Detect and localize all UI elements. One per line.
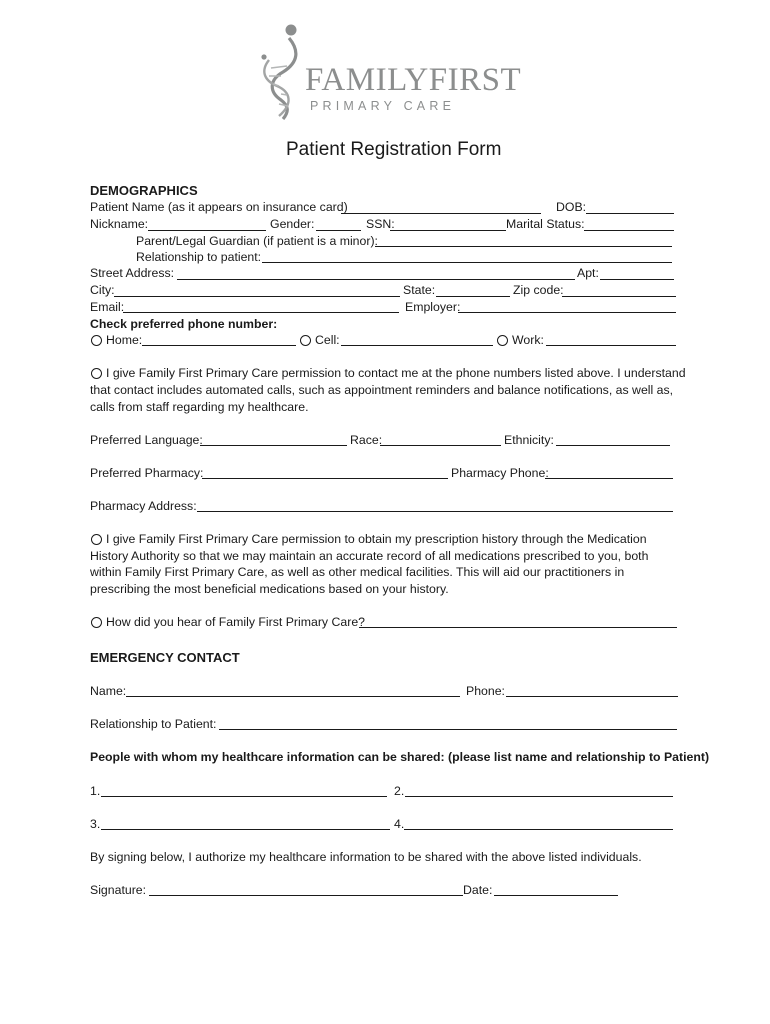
state-label: State: [403, 283, 436, 297]
rx-consent-line-1: I give Family First Primary Care permission to obtain my prescription history through the Medication [106, 532, 647, 546]
rx-history-consent-radio[interactable] [91, 534, 102, 545]
shared-person-2-field[interactable] [405, 796, 673, 797]
zip-field[interactable] [562, 296, 676, 297]
gender-field[interactable] [316, 230, 361, 231]
shared-person-3-field[interactable] [101, 829, 390, 830]
relationship-label: Relationship to patient: [136, 250, 262, 264]
date-field[interactable] [494, 895, 618, 896]
shared-person-2-label: 2. [394, 784, 405, 798]
rx-consent-line-4: prescribing the most beneficial medications based on your history. [90, 582, 449, 596]
patient-name-field[interactable] [341, 213, 541, 214]
nickname-field[interactable] [148, 230, 266, 231]
nickname-label: Nickname: [90, 217, 149, 231]
work-phone-field[interactable] [546, 345, 676, 346]
phone-preference-heading: Check preferred phone number: [90, 317, 278, 331]
race-field[interactable] [380, 445, 501, 446]
email-label: Email: [90, 300, 125, 314]
emergency-phone-label: Phone: [466, 684, 505, 698]
shared-person-1-field[interactable] [101, 796, 387, 797]
form-title: Patient Registration Form [286, 139, 502, 160]
pharmacy-address-label: Pharmacy Address: [90, 499, 197, 513]
gender-label: Gender: [270, 217, 315, 231]
dna-person-logo-icon [255, 20, 305, 120]
contact-consent-line-1: I give Family First Primary Care permission to contact me at the phone numbers listed above. I understand [106, 366, 686, 380]
dob-label: DOB: [556, 200, 587, 214]
state-field[interactable] [436, 296, 510, 297]
ethnicity-field[interactable] [556, 445, 670, 446]
pharmacy-address-field[interactable] [197, 511, 673, 512]
referral-source-field[interactable] [359, 627, 677, 628]
date-label: Date: [463, 883, 493, 897]
street-address-field[interactable] [177, 279, 575, 280]
dob-field[interactable] [586, 213, 674, 214]
shared-person-3-label: 3. [90, 817, 101, 831]
ssn-field[interactable] [390, 230, 506, 231]
city-label: City: [90, 283, 115, 297]
preferred-language-label: Preferred Language: [90, 433, 203, 447]
marital-status-field[interactable] [584, 230, 674, 231]
emergency-name-label: Name: [90, 684, 127, 698]
logo-tagline: PRIMARY CARE [310, 99, 456, 113]
race-label: Race: [350, 433, 383, 447]
apt-field[interactable] [600, 279, 674, 280]
ssn-label: SSN: [366, 217, 395, 231]
home-phone-label: Home: [106, 333, 143, 347]
preferred-pharmacy-field[interactable] [202, 478, 448, 479]
rx-consent-line-2: History Authority so that we may maintain an accurate record of all medications prescribed to you, both [90, 549, 649, 563]
shared-person-4-field[interactable] [404, 829, 673, 830]
referral-source-label: How did you hear of Family First Primary Care? [106, 615, 365, 629]
cell-phone-field[interactable] [341, 345, 493, 346]
employer-label: Employer: [405, 300, 461, 314]
apt-label: Apt: [577, 266, 599, 280]
shared-people-heading: People with whom my healthcare information can be shared: (please list name and relationship to Patient) [90, 750, 710, 764]
work-phone-radio[interactable] [497, 335, 508, 346]
referral-source-radio[interactable] [91, 617, 102, 628]
emergency-name-field[interactable] [126, 696, 460, 697]
rx-consent-line-3: within Family First Primary Care, as well as other medical facilities. This will aid our practitioners in [90, 565, 625, 579]
contact-consent-line-2: that contact includes automated calls, such as appointment reminders and balance notifications, as well as, [90, 383, 674, 397]
employer-field[interactable] [458, 312, 676, 313]
preferred-pharmacy-label: Preferred Pharmacy: [90, 466, 204, 480]
demographics-heading: DEMOGRAPHICS [90, 183, 198, 198]
zip-label: Zip code: [513, 283, 564, 297]
street-address-label: Street Address: [90, 266, 175, 280]
guardian-field[interactable] [375, 246, 672, 247]
shared-person-1-label: 1. [90, 784, 101, 798]
cell-phone-radio[interactable] [300, 335, 311, 346]
home-phone-field[interactable] [142, 345, 296, 346]
contact-consent-radio[interactable] [91, 368, 102, 379]
pharmacy-phone-label: Pharmacy Phone: [451, 466, 549, 480]
authorization-statement: By signing below, I authorize my healthcare information to be shared with the above listed individuals. [90, 850, 642, 864]
relationship-field[interactable] [262, 262, 672, 263]
marital-status-label: Marital Status: [506, 217, 585, 231]
emergency-relationship-label: Relationship to Patient: [90, 717, 217, 731]
patient-name-label: Patient Name (as it appears on insurance card) [90, 200, 348, 214]
emergency-contact-heading: EMERGENCY CONTACT [90, 650, 240, 665]
guardian-label: Parent/Legal Guardian (if patient is a minor): [136, 234, 378, 248]
shared-person-4-label: 4. [394, 817, 405, 831]
city-field[interactable] [114, 296, 400, 297]
email-field[interactable] [123, 312, 399, 313]
contact-consent-line-3: calls from staff regarding my healthcare. [90, 400, 309, 414]
emergency-phone-field[interactable] [506, 696, 678, 697]
preferred-language-field[interactable] [200, 445, 347, 446]
home-phone-radio[interactable] [91, 335, 102, 346]
signature-label: Signature: [90, 883, 147, 897]
ethnicity-label: Ethnicity: [504, 433, 554, 447]
cell-phone-label: Cell: [315, 333, 340, 347]
work-phone-label: Work: [512, 333, 544, 347]
emergency-relationship-field[interactable] [219, 729, 677, 730]
logo-brand-text: FAMILYFIRST [305, 62, 522, 98]
signature-field[interactable] [149, 895, 463, 896]
pharmacy-phone-field[interactable] [545, 478, 673, 479]
